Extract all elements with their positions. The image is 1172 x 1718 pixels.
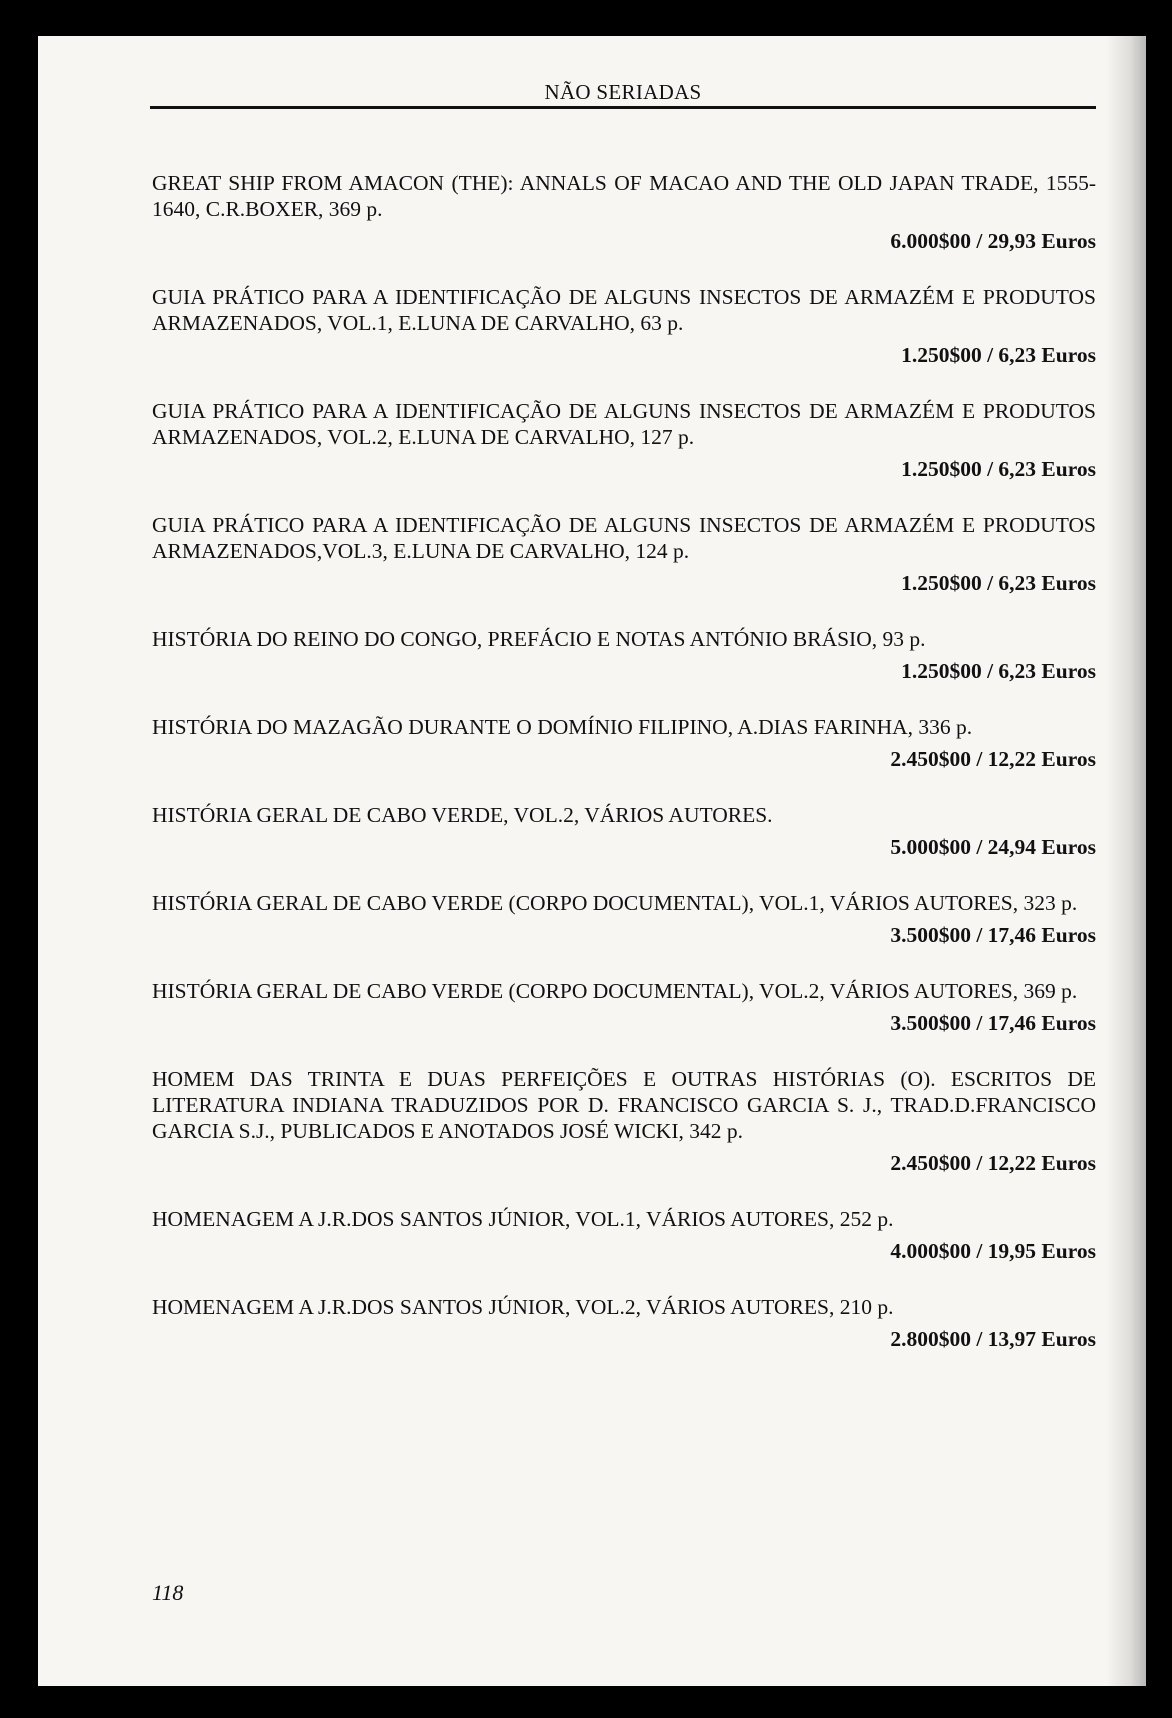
- entry-price: 5.000$00 / 24,94 Euros: [890, 835, 1096, 859]
- entry-title: GUIA PRÁTICO PARA A IDENTIFICAÇÃO DE ALGUNS INSECTOS DE ARMAZÉM E PRODUTOS ARMAZENADOS,VOL.3, E.LUNA DE CARVALHO, 124 p.: [152, 513, 1096, 563]
- catalog-entry: [152, 1294, 1096, 1352]
- entry-title: HISTÓRIA GERAL DE CABO VERDE (CORPO DOCUMENTAL), VOL.1, VÁRIOS AUTORES, 323 p.: [152, 891, 1078, 915]
- catalog-entry: [152, 398, 1096, 482]
- entry-title: HOMENAGEM A J.R.DOS SANTOS JÚNIOR, VOL.1, VÁRIOS AUTORES, 252 p.: [152, 1207, 894, 1231]
- entry-price: 2.450$00 / 12,22 Euros: [890, 1151, 1096, 1175]
- entry-title: HISTÓRIA DO MAZAGÃO DURANTE O DOMÍNIO FILIPINO, A.DIAS FARINHA, 336 p.: [152, 715, 973, 739]
- entry-title: GUIA PRÁTICO PARA A IDENTIFICAÇÃO DE ALGUNS INSECTOS DE ARMAZÉM E PRODUTOS ARMAZENADOS, VOL.2, E.LUNA DE CARVALHO, 127 p.: [152, 399, 1096, 449]
- catalog-entry: [152, 714, 1096, 772]
- catalog-entry: [152, 626, 1096, 684]
- page-gutter-shadow: [1106, 36, 1146, 1686]
- entry-price: 1.250$00 / 6,23 Euros: [901, 659, 1096, 683]
- entry-price: 1.250$00 / 6,23 Euros: [901, 457, 1096, 481]
- entry-price: 1.250$00 / 6,23 Euros: [901, 571, 1096, 595]
- entry-title: HISTÓRIA DO REINO DO CONGO, PREFÁCIO E NOTAS ANTÓNIO BRÁSIO, 93 p.: [152, 627, 926, 651]
- entry-title: HISTÓRIA GERAL DE CABO VERDE, VOL.2, VÁRIOS AUTORES.: [152, 803, 773, 827]
- entry-price: 3.500$00 / 17,46 Euros: [890, 923, 1096, 947]
- entry-title: GREAT SHIP FROM AMACON (THE): ANNALS OF MACAO AND THE OLD JAPAN TRADE, 1555-1640, C.R.BOXER, 369 p.: [152, 171, 1096, 221]
- catalog-entry: [152, 1206, 1096, 1264]
- entry-price: 2.800$00 / 13,97 Euros: [890, 1327, 1096, 1351]
- catalog-entry: [152, 170, 1096, 254]
- entry-price: 2.450$00 / 12,22 Euros: [890, 747, 1096, 771]
- entry-title: HOMENAGEM A J.R.DOS SANTOS JÚNIOR, VOL.2, VÁRIOS AUTORES, 210 p.: [152, 1295, 894, 1319]
- catalog-list: [152, 170, 1096, 1382]
- entry-price: 3.500$00 / 17,46 Euros: [890, 1011, 1096, 1035]
- catalog-entry: [152, 978, 1096, 1036]
- entry-price: 6.000$00 / 29,93 Euros: [890, 229, 1096, 253]
- catalog-entry: [152, 890, 1096, 948]
- entry-price: 1.250$00 / 6,23 Euros: [901, 343, 1096, 367]
- page-header: NÃO SERIADAS: [544, 80, 702, 104]
- catalog-entry: [152, 284, 1096, 368]
- catalog-entry: [152, 802, 1096, 860]
- page-number: 118: [152, 1580, 184, 1605]
- entry-title: HOMEM DAS TRINTA E DUAS PERFEIÇÕES E OUTRAS HISTÓRIAS (O). ESCRITOS DE LITERATURA INDIANA TRADUZIDOS POR D. FRANCISCO GARCIA S. J., TRAD.D.FRANCISCO GARCIA S.J., PUBLICADOS E ANOTADOS JOSÉ WICKI, 342 p.: [152, 1067, 1096, 1143]
- entry-title: GUIA PRÁTICO PARA A IDENTIFICAÇÃO DE ALGUNS INSECTOS DE ARMAZÉM E PRODUTOS ARMAZENADOS, VOL.1, E.LUNA DE CARVALHO, 63 p.: [152, 285, 1096, 335]
- header-rule: [150, 106, 1096, 109]
- entry-title: HISTÓRIA GERAL DE CABO VERDE (CORPO DOCUMENTAL), VOL.2, VÁRIOS AUTORES, 369 p.: [152, 979, 1078, 1003]
- catalog-entry: [152, 512, 1096, 596]
- catalog-entry: [152, 1066, 1096, 1176]
- entry-price: 4.000$00 / 19,95 Euros: [890, 1239, 1096, 1263]
